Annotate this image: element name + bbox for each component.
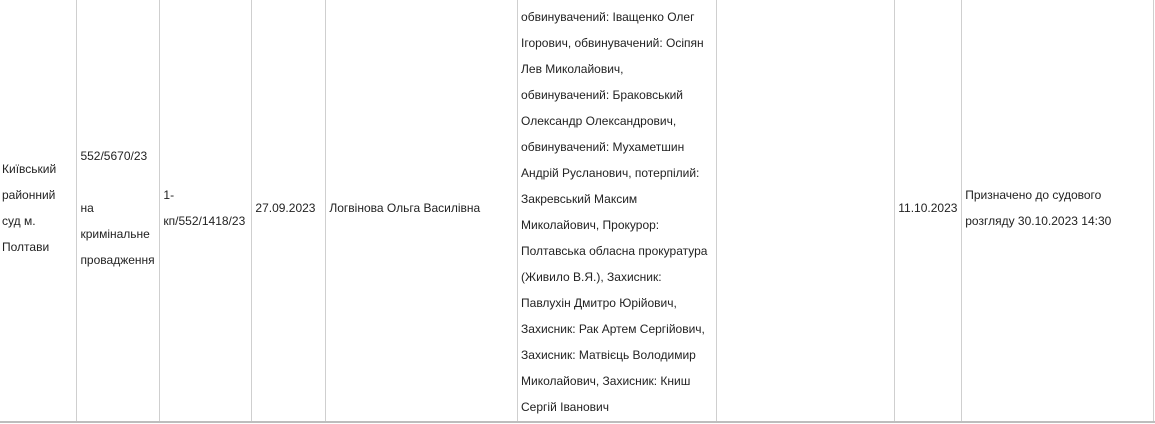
case-form-line: кримінальне	[80, 226, 150, 241]
parties-line: обвинувачений: Мухаметшин	[521, 139, 685, 154]
status-line: Призначено до судового	[965, 187, 1102, 202]
proceeding-number-cell	[160, 0, 252, 422]
parties-line: Полтавська обласна прокуратура	[521, 243, 708, 258]
court-line: районний	[2, 187, 56, 202]
court-line: суд м.	[2, 213, 36, 228]
registration-date-cell	[252, 0, 326, 422]
parties-line: Сергій Іванович	[521, 399, 609, 414]
court-cell	[0, 0, 77, 422]
registration-date: 27.09.2023	[255, 200, 316, 215]
parties-line: Захисник: Матвієць Володимир	[521, 347, 696, 362]
judge-name: Логвінова Ольга Василівна	[329, 200, 481, 215]
court-line: Київський	[2, 161, 57, 176]
court-line: Полтави	[2, 239, 50, 254]
decision-date-cell	[895, 0, 962, 422]
parties-line: Павлухін Дмитро Юрійович,	[521, 295, 677, 310]
case-form-line: на	[80, 200, 94, 215]
parties-line: Лев Миколайович,	[521, 61, 624, 76]
status-cell	[962, 0, 1154, 422]
parties-line: (Живило В.Я.), Захисник:	[521, 269, 662, 284]
decision-date: 11.10.2023	[898, 200, 958, 215]
parties-line: обвинувачений: Іващенко Олег	[521, 9, 695, 24]
parties-line: Миколайович, Захисник: Книш	[521, 373, 691, 388]
parties-line: Олександр Олександрович,	[521, 113, 677, 128]
case-form-line: провадження	[80, 252, 155, 267]
parties-line: Закревський Максим	[521, 191, 638, 206]
case-number-cell	[77, 0, 160, 422]
parties-line: Захисник: Рак Артем Сергійович,	[521, 321, 705, 336]
proceeding-line: кп/552/1418/23	[163, 213, 246, 228]
parties-line: Миколайович, Прокурор:	[521, 217, 660, 232]
parties-line: Ігорович, обвинувачений: Осіпян	[521, 35, 704, 50]
table-bottom-border	[0, 421, 1155, 423]
parties-line: Андрій Русланович, потерпілий:	[521, 165, 700, 180]
judge-cell	[326, 0, 518, 422]
parties-cell	[518, 0, 717, 422]
category-cell	[716, 0, 895, 422]
status-line: розгляду 30.10.2023 14:30	[965, 213, 1112, 228]
parties-line: обвинувачений: Браковський	[521, 87, 683, 102]
proceeding-line: 1-	[163, 187, 175, 202]
case-number: 552/5670/23	[80, 148, 148, 163]
